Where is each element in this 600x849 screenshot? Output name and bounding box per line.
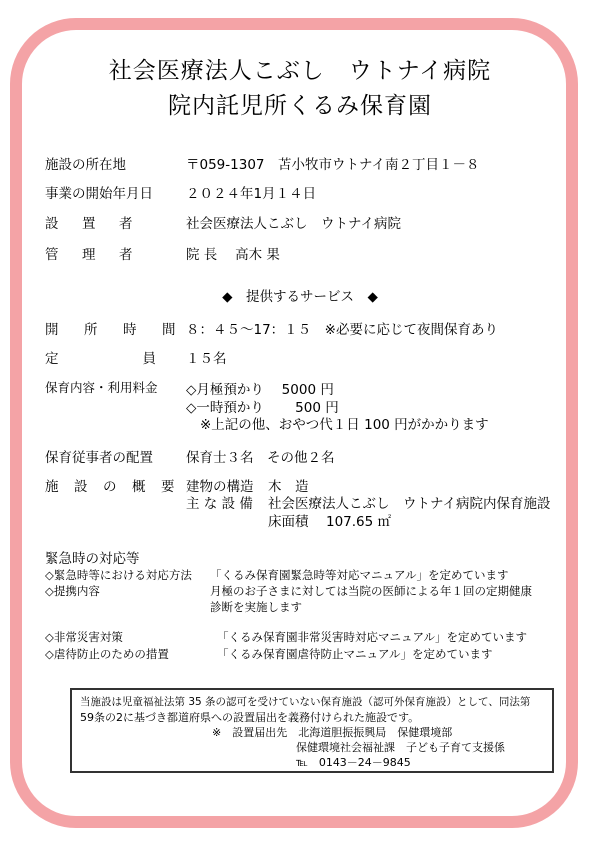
fee-monthly: ◇月極預かり 5000 円 [186,382,334,398]
emergency-item-value: 「くるみ保育園緊急時等対応マニュアル」を定めています [210,568,509,582]
emergency-item-value: 「くるみ保育園非常災害時対応マニュアル」を定めています [217,630,528,644]
equipment-label: 主 な 設 備 [186,496,253,512]
emergency-heading: 緊急時の対応等 [45,551,140,567]
capacity-value: １５名 [186,351,227,367]
notice-line: 59条の2に基づき都道府県への設置届出を義務付けられた施設です。 [80,711,420,724]
founder-value: 社会医療法人こぶし ウトナイ病院 [186,216,402,232]
hours-value: ８：４５～17：１５ ※必要に応じて夜間保育あり [186,322,498,338]
hours-label: 開 所 時 間 [45,322,182,338]
founder-label: 設 置 者 [45,216,138,232]
emergency-item-label: ◇提携内容 [45,584,100,598]
address-label: 施設の所在地 [45,157,126,173]
emergency-item-label: ◇非常災害対策 [45,630,123,644]
emergency-item-value: 「くるみ保育園虐待防止マニュアル」を定めています [217,647,493,661]
title-line-2: 院内託児所くるみ保育園 [168,93,432,119]
notice-box [70,688,554,773]
services-heading: ◆ 提供するサービス ◆ [222,289,378,305]
start-date-label: 事業の開始年月日 [45,186,153,202]
emergency-item-value-cont: 診断を実施します [210,600,302,614]
building-value: 木 造 [268,479,309,495]
staff-label: 保育従事者の配置 [45,450,153,466]
capacity-label: 定 員 [45,351,162,367]
notice-line: 当施設は児童福祉法第 35 条の認可を受けていない保育施設（認可外保育施設）として、同法第 [80,696,531,708]
staff-value: 保育士３名 その他２名 [186,450,335,466]
area-value: 107.65 ㎡ [326,514,392,530]
notice-phone: ℡ 0143－24－9845 [296,756,411,769]
address-value: 〒059-1307 苫小牧市ウトナイ南２丁目１－８ [186,157,480,173]
manager-label: 管 理 者 [45,247,138,263]
equipment-value: 社会医療法人こぶし ウトナイ病院内保育施設 [268,496,551,512]
fee-label: 保育内容・利用料金 [45,380,158,395]
notice-line: ※ 設置届出先 北海道胆振振興局 保健環境部 [212,726,453,739]
emergency-item-label: ◇虐待防止のための措置 [45,647,169,661]
emergency-item-label: ◇緊急時等における対応方法 [45,568,192,582]
start-date-value: ２０２４年1月１４日 [186,186,317,202]
overview-label: 施 設 の 概 要 [45,479,176,495]
fee-temporary: ◇一時預かり 500 円 [186,400,339,416]
title-line-1: 社会医療法人こぶし ウトナイ病院 [108,58,492,84]
building-label: 建物の構造 [186,479,254,495]
manager-value: 院 長 高木 果 [186,247,280,263]
fee-note: ※上記の他、おやつ代１日 100 円がかかります [200,417,489,433]
area-label: 床面積 [268,514,309,530]
notice-line: 保健環境社会福祉課 子ども子育て支援係 [296,741,505,754]
emergency-item-value: 月極のお子さまに対しては当院の医師による年１回の定期健康 [210,584,532,598]
